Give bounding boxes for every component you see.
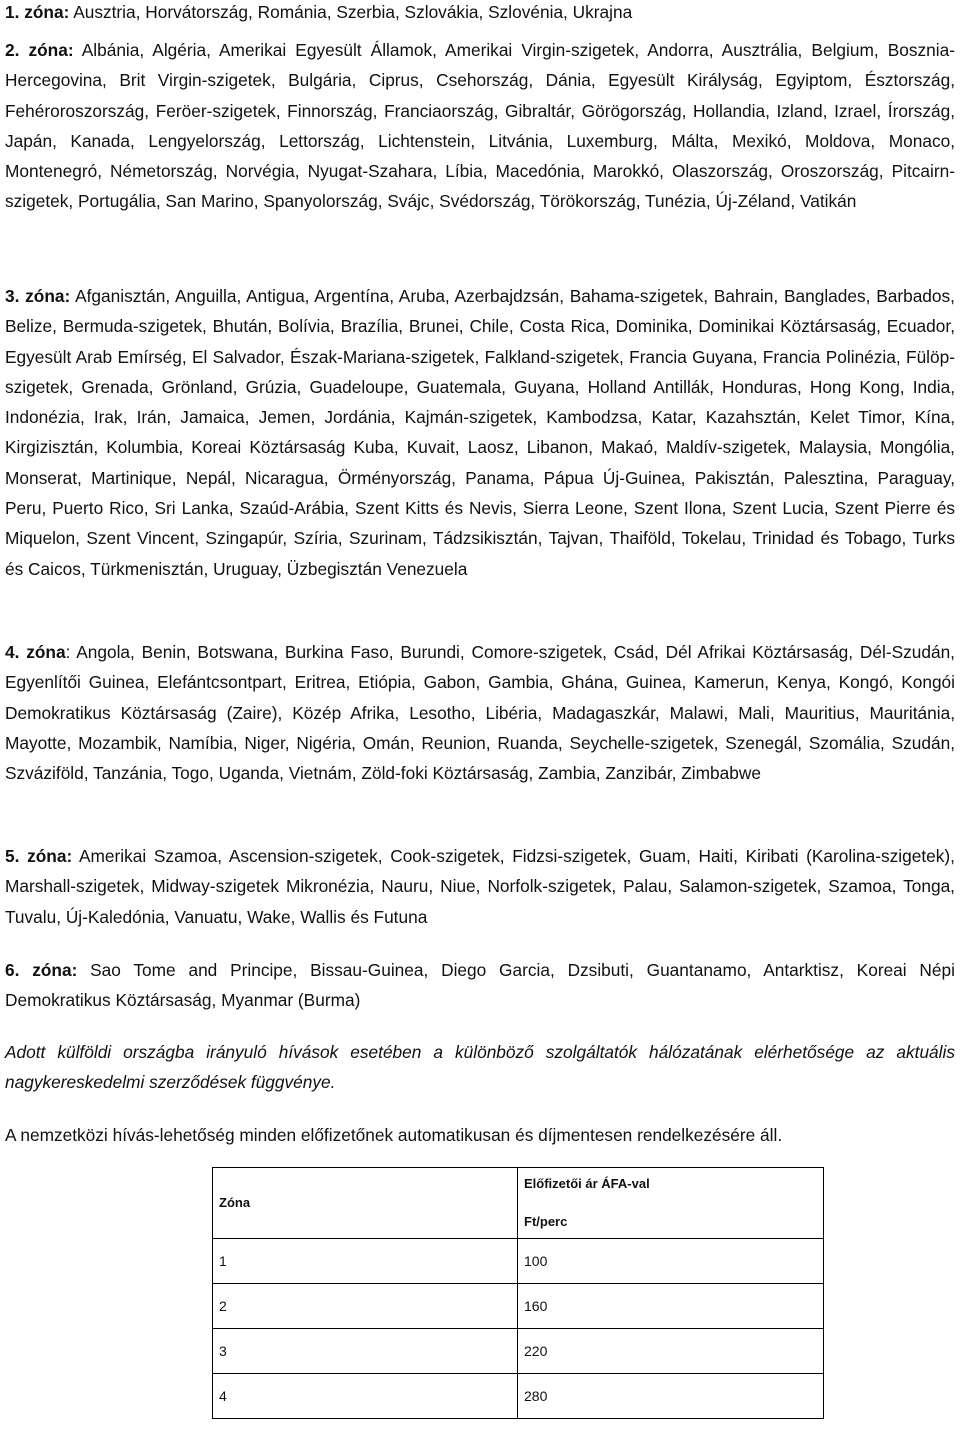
zone-1-paragraph bbox=[5, 0, 955, 27]
zone-1-countries: Ausztria, Horvátország, Románia, Szerbia, Szlovákia, Szlovénia, Ukrajna bbox=[73, 2, 633, 22]
zone-5-countries: Amerikai Szamoa, Ascension-szigetek, Cook-szigetek, Fidzsi-szigetek, Guam, Haiti, Kiribati (Karolina-szigetek), Marshall-szigetek, Midway-szigetek Mikronézia, Nauru, Niue, Norfolk-szigetek, Palau, Salamon-szigetek, Szamoa, Tonga, Tuvalu, Új-Kaledónia, Vanuatu, Wake, Wallis és Futuna bbox=[5, 846, 955, 927]
zone-cell: 1 bbox=[213, 1239, 518, 1284]
price-cell: 220 bbox=[518, 1329, 824, 1374]
zone-4-label: 4. zóna bbox=[5, 642, 66, 662]
price-column-header-title: Előfizetői ár ÁFA-val bbox=[524, 1176, 650, 1191]
zone-3-countries: Afganisztán, Anguilla, Antigua, Argentína, Aruba, Azerbajdzsán, Bahama-szigetek, Bahrain, Banglades, Barbados, Belize, Bermuda-szigetek, Bhután, Bolívia, Brazília, Brunei, Chile, Costa Rica, Dominika, Dominikai Köztársaság, Ecuador, Egyesült Arab Emírség, El Salvador, Észak-Mariana-szigetek, Falkland-szigetek, Francia Guyana, Francia Polinézia, Fülöp-szigetek, Grenada, Grönland, Grúzia, Guadeloupe, Guatemala, Guyana, Holland Antillák, Honduras, Hong Kong, India, Indonézia, Irak, Irán, Jamaica, Jemen, Jordánia, Kajmán-szigetek, Kambodzsa, Katar, Kazahsztán, Kelet Timor, Kína, Kirgizisztán, Kolumbia, Koreai Köztársaság Kuba, Kuvait, Laosz, Libanon, Makaó, Maldív-szigetek, Malaysia, Mongólia, Monserat, Martinique, Nepál, Nicaragua, Örményország, Panama, Pápua Új-Guinea, Pakisztán, Palesztina, Paraguay, Peru, Puerto Rico, Sri Lanka, Szaúd-Arábia, Szent Kitts és Nevis, Sierra Leone, Szent Ilona, Szent Lucia, Szent Pierre és Miquelon, Szent Vincent, Szingapúr, Szíria, Szurinam, Tádzsikisztán, Tajvan, Thaiföld, Tokelau, Trinidad és Tobago, Turks és Caicos, Türkmenisztán, Uruguay, Üzbegisztán Venezuela bbox=[5, 286, 955, 579]
zone-cell: 3 bbox=[213, 1329, 518, 1374]
zone-2-label: 2. zóna: bbox=[5, 40, 74, 60]
zone-2-countries: Albánia, Algéria, Amerikai Egyesült Államok, Amerikai Virgin-szigetek, Andorra, Ausztrália, Belgium, Bosznia-Hercegovina, Brit Virgin-szigetek, Bulgária, Ciprus, Csehország, Dánia, Egyesült Királyság, Egyiptom, Észtország, Fehéroroszország, Feröer-szigetek, Finnország, Franciaország, Gibraltár, Görögország, Hollandia, Izland, Izrael, Írország, Japán, Kanada, Lengyelország, Lettország, Lichtenstein, Litvánia, Luxemburg, Málta, Mexikó, Moldova, Monaco, Montenegró, Németország, Norvégia, Nyugat-Szahara, Líbia, Macedónia, Marokkó, Olaszország, Oroszország, Pitcairn-szigetek, Portugália, San Marino, Spanyolország, Svájc, Svédország, Törökország, Tunézia, Új-Zéland, Vatikán bbox=[5, 40, 955, 212]
price-column-header bbox=[518, 1168, 824, 1239]
table-row bbox=[213, 1374, 824, 1419]
zone-cell: 4 bbox=[213, 1374, 518, 1419]
zone-4-countries: : Angola, Benin, Botswana, Burkina Faso, Burundi, Comore-szigetek, Csád, Dél Afrikai Köztársaság, Dél-Szudán, Egyenlítői Guinea, Elefántcsontpart, Eritrea, Etiópia, Gabon, Gambia, Ghána, Guinea, Kamerun, Kenya, Kongó, Kongói Demokratikus Köztársaság (Zaire), Közép Afrika, Lesotho, Libéria, Madagaszkár, Malawi, Mali, Mauritius, Mauritánia, Mayotte, Mozambik, Namíbia, Niger, Nigéria, Omán, Reunion, Ruanda, Seychelle-szigetek, Szenegál, Szomália, Szudán, Szváziföld, Tanzánia, Togo, Uganda, Vietnám, Zöld-foki Köztársaság, Zambia, Zanzibár, Zimbabwe bbox=[5, 642, 955, 784]
zone-3-paragraph bbox=[5, 281, 955, 584]
zone-2-paragraph bbox=[5, 35, 955, 217]
zone-4-paragraph bbox=[5, 637, 955, 788]
zone-6-label: 6. zóna: bbox=[5, 960, 78, 980]
price-cell: 160 bbox=[518, 1284, 824, 1329]
price-column-header-unit: Ft/perc bbox=[524, 1214, 568, 1229]
table-row bbox=[213, 1284, 824, 1329]
zone-6-paragraph bbox=[5, 955, 955, 1016]
price-cell: 280 bbox=[518, 1374, 824, 1419]
price-table-header-row bbox=[213, 1168, 824, 1239]
zone-6-countries: Sao Tome and Principe, Bissau-Guinea, Diego Garcia, Dzsibuti, Guantanamo, Antarktisz, Koreai Népi Demokratikus Köztársaság, Myanmar (Burma) bbox=[5, 960, 955, 1011]
zone-column-header: Zóna bbox=[213, 1168, 518, 1239]
table-row bbox=[213, 1329, 824, 1374]
table-row bbox=[213, 1239, 824, 1284]
zone-1-label: 1. zóna: bbox=[5, 2, 70, 22]
international-calling-text: A nemzetközi hívás-lehetőség minden előfizetőnek automatikusan és díjmentesen rendelkezésére áll. bbox=[5, 1125, 783, 1145]
price-cell: 100 bbox=[518, 1239, 824, 1284]
availability-note: Adott külföldi országba irányuló hívások esetében a különböző szolgáltatók hálózatának elérhetősége az aktuális nagykereskedelmi szerződések függvénye. bbox=[5, 1042, 955, 1093]
zone-5-label: 5. zóna: bbox=[5, 846, 73, 866]
zone-5-paragraph bbox=[5, 841, 955, 932]
zone-cell: 2 bbox=[213, 1284, 518, 1329]
price-table bbox=[212, 1167, 824, 1419]
zone-3-label: 3. zóna: bbox=[5, 286, 71, 306]
